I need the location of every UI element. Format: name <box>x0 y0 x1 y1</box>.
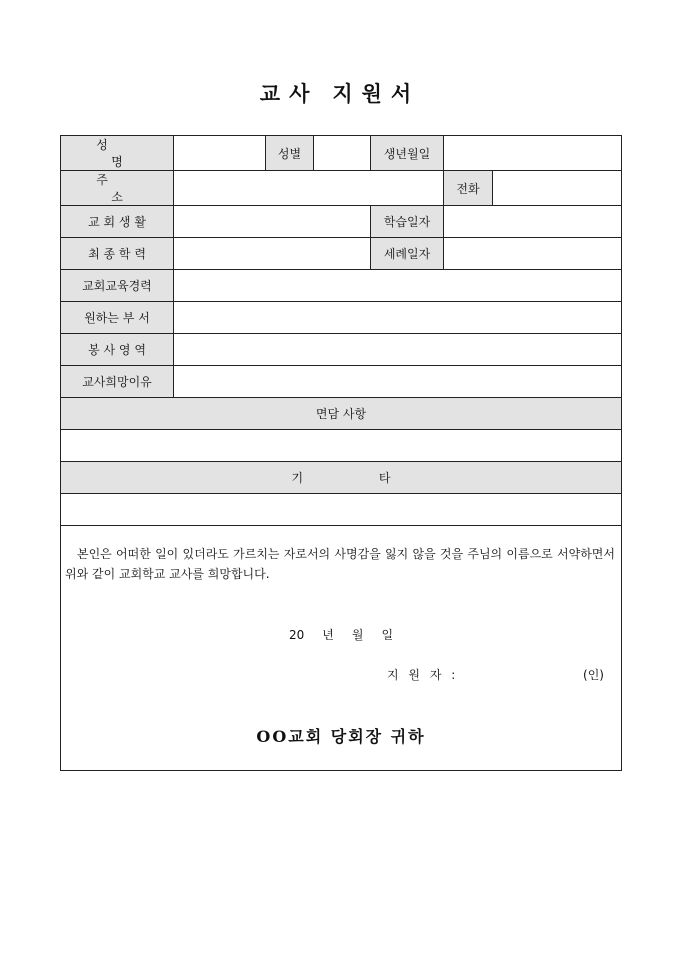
address-field[interactable] <box>174 171 444 206</box>
reason-field[interactable] <box>174 366 622 398</box>
row-address <box>61 171 622 206</box>
gender-field[interactable] <box>314 136 371 171</box>
title-word-2: 지원서 <box>332 81 421 106</box>
applicant-label: 지 원 자 : <box>387 668 459 682</box>
service-area-field[interactable] <box>174 334 622 366</box>
birthdate-label: 생년월일 <box>371 136 444 171</box>
declaration-cell <box>61 526 622 771</box>
row-desired-dept <box>61 302 622 334</box>
date-line <box>61 626 621 643</box>
church-life-label: 교 회 생 활 <box>61 206 174 238</box>
other-section-header: 기 타 <box>61 462 622 494</box>
reason-label: 교사희망이유 <box>61 366 174 398</box>
interview-section-header: 면담 사항 <box>61 398 622 430</box>
document-title <box>0 78 680 108</box>
baptism-date-label: 세례일자 <box>371 238 444 270</box>
study-date-label: 학습일자 <box>371 206 444 238</box>
title-word-1: 교사 <box>259 81 319 106</box>
row-service-area <box>61 334 622 366</box>
row-other-box <box>61 494 622 526</box>
address-label: 주 소 <box>61 171 174 206</box>
row-teaching-career <box>61 270 622 302</box>
baptism-date-field[interactable] <box>444 238 622 270</box>
other-notes-field[interactable] <box>61 494 622 526</box>
education-label: 최 종 학 력 <box>61 238 174 270</box>
day-unit: 일 <box>381 628 394 642</box>
name-field[interactable] <box>174 136 266 171</box>
gender-label: 성별 <box>266 136 314 171</box>
phone-field[interactable] <box>493 171 622 206</box>
row-name <box>61 136 622 171</box>
desired-dept-field[interactable] <box>174 302 622 334</box>
phone-label: 전화 <box>444 171 493 206</box>
birthdate-field[interactable] <box>444 136 622 171</box>
row-interview-box <box>61 430 622 462</box>
name-label: 성 명 <box>61 136 174 171</box>
addressee: OO교회 당회장 귀하 <box>256 727 426 746</box>
interview-notes-field[interactable] <box>61 430 622 462</box>
month-unit: 월 <box>351 628 364 642</box>
row-church-life <box>61 206 622 238</box>
row-other-header <box>61 462 622 494</box>
row-declaration <box>61 526 622 771</box>
teaching-career-label: 교회교육경력 <box>61 270 174 302</box>
teaching-career-field[interactable] <box>174 270 622 302</box>
study-date-field[interactable] <box>444 206 622 238</box>
seal-label: (인) <box>583 668 604 682</box>
desired-dept-label: 원하는 부 서 <box>61 302 174 334</box>
education-field[interactable] <box>174 238 371 270</box>
church-life-field[interactable] <box>174 206 371 238</box>
application-form <box>60 135 622 771</box>
pledge-text: 본인은 어떠한 일이 있더라도 가르치는 자로서의 사명감을 잃지 않을 것을 주님의 이름으로 서약하면서 위와 같이 교회학교 교사를 희망합니다. <box>65 547 615 581</box>
row-education <box>61 238 622 270</box>
row-reason <box>61 366 622 398</box>
row-interview-header <box>61 398 622 430</box>
service-area-label: 봉 사 영 역 <box>61 334 174 366</box>
year-unit: 년 <box>322 628 334 642</box>
year-prefix: 20 <box>288 628 305 642</box>
